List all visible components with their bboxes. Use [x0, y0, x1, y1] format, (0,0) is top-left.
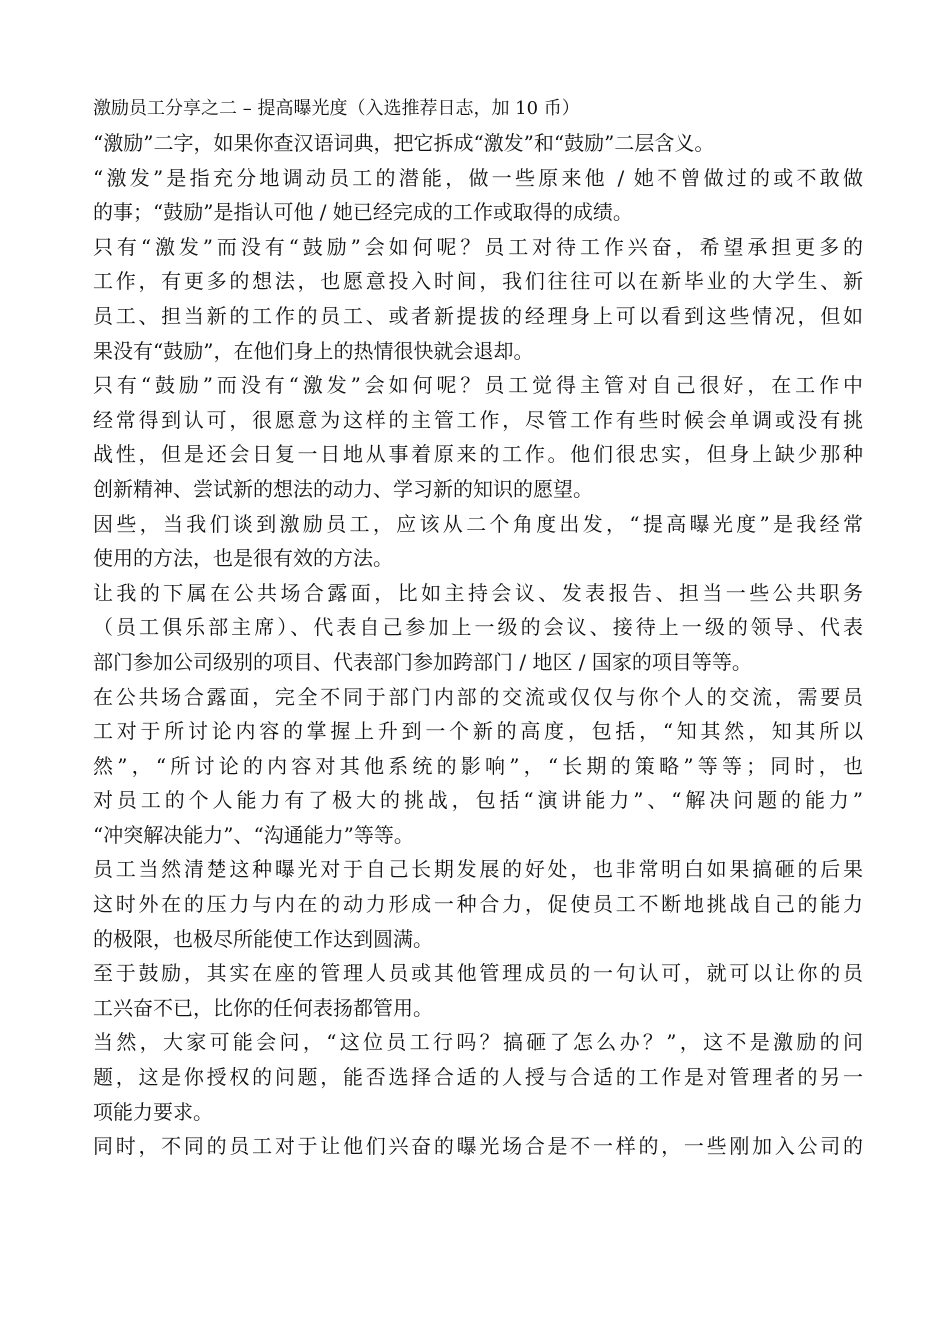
- text-line: 至于鼓励，其实在座的管理人员或其他管理成员的一句认可，就可以让你的员: [93, 961, 863, 986]
- paragraph: [93, 576, 863, 680]
- text-line: 员工、担当新的工作的员工、或者新提拔的经理身上可以看到这些情况，但如: [93, 303, 863, 328]
- paragraph: [93, 956, 863, 1025]
- text-line: 题，这是你授权的问题，能否选择合适的人授与合适的工作是对管理者的另一: [93, 1065, 863, 1090]
- text-line: 这时外在的压力与内在的动力形成一种合力，促使员工不断地挑战自己的能力: [93, 892, 863, 917]
- paragraph: [93, 126, 863, 161]
- paragraph: [93, 230, 863, 368]
- text-line: “冲突解决能力”、“沟通能力”等等。: [93, 822, 414, 847]
- document-body: [93, 126, 863, 1164]
- text-line: （员工俱乐部主席）、代表自己参加上一级的会议、接待上一级的领导、代表: [93, 615, 863, 640]
- paragraph: [93, 368, 863, 506]
- text-line: 然”，“所讨论的内容对其他系统的影响”，“长期的策略”等等；同时，也: [93, 753, 863, 778]
- text-line: 让我的下属在公共场合露面，比如主持会议、发表报告、担当一些公共职务: [93, 580, 863, 605]
- document-page: [93, 92, 863, 1164]
- document-title: 激励员工分享之二 – 提高曝光度（入选推荐日志，加 10 币）: [93, 98, 580, 119]
- paragraph: [93, 1129, 863, 1164]
- text-line: 使用的方法，也是很有效的方法。: [93, 546, 393, 571]
- paragraph: [93, 852, 863, 956]
- text-line: 因些，当我们谈到激励员工，应该从二个角度出发，“提高曝光度”是我经常: [93, 511, 863, 536]
- text-line: 经常得到认可，很愿意为这样的主管工作，尽管工作有些时候会单调或没有挑: [93, 407, 863, 432]
- text-line: 同时，不同的员工对于让他们兴奋的曝光场合是不一样的，一些刚加入公司的: [93, 1134, 863, 1159]
- text-line: 只有“激发”而没有“鼓励”会如何呢？员工对待工作兴奋，希望承担更多的: [93, 234, 863, 259]
- text-line: 果没有“鼓励”，在他们身上的热情很快就会退却。: [93, 338, 534, 363]
- text-line: 创新精神、尝试新的想法的动力、学习新的知识的愿望。: [93, 476, 593, 501]
- text-line: “激发”是指充分地调动员工的潜能，做一些原来他 / 她不曾做过的或不敢做: [93, 165, 863, 190]
- paragraph: [93, 680, 863, 853]
- paragraph: [93, 161, 863, 230]
- text-line: 在公共场合露面，完全不同于部门内部的交流或仅仅与你个人的交流，需要员: [93, 684, 863, 709]
- text-line: 对员工的个人能力有了极大的挑战，包括“演讲能力”、“解决问题的能力”: [93, 788, 863, 813]
- text-line: 项能力要求。: [93, 1099, 213, 1124]
- text-line: 员工当然清楚这种曝光对于自己长期发展的好处，也非常明白如果搞砸的后果: [93, 857, 863, 882]
- text-line: 工作，有更多的想法，也愿意投入时间，我们往往可以在新毕业的大学生、新: [93, 269, 863, 294]
- text-line: 工对于所讨论内容的掌握上升到一个新的高度，包括，“知其然，知其所以: [93, 719, 863, 744]
- text-line: 部门参加公司级别的项目、代表部门参加跨部门 / 地区 / 国家的项目等等。: [93, 649, 752, 674]
- paragraph: [93, 1025, 863, 1129]
- text-line: 的事；“鼓励”是指认可他 / 她已经完成的工作或取得的成绩。: [93, 200, 633, 225]
- text-line: 工兴奋不已，比你的任何表扬都管用。: [93, 995, 433, 1020]
- paragraph: [93, 507, 863, 576]
- text-line: 当然，大家可能会问，“这位员工行吗？搞砸了怎么办？”，这不是激励的问: [93, 1030, 863, 1055]
- text-line: 只有“鼓励”而没有“激发”会如何呢？员工觉得主管对自己很好，在工作中: [93, 373, 863, 398]
- text-line: 的极限，也极尽所能使工作达到圆满。: [93, 926, 433, 951]
- text-line: 战性，但是还会日复一日地从事着原来的工作。他们很忠实，但身上缺少那种: [93, 442, 863, 467]
- text-line: “激励”二字，如果你查汉语词典，把它拆成“激发”和“鼓励”二层含义。: [93, 131, 715, 155]
